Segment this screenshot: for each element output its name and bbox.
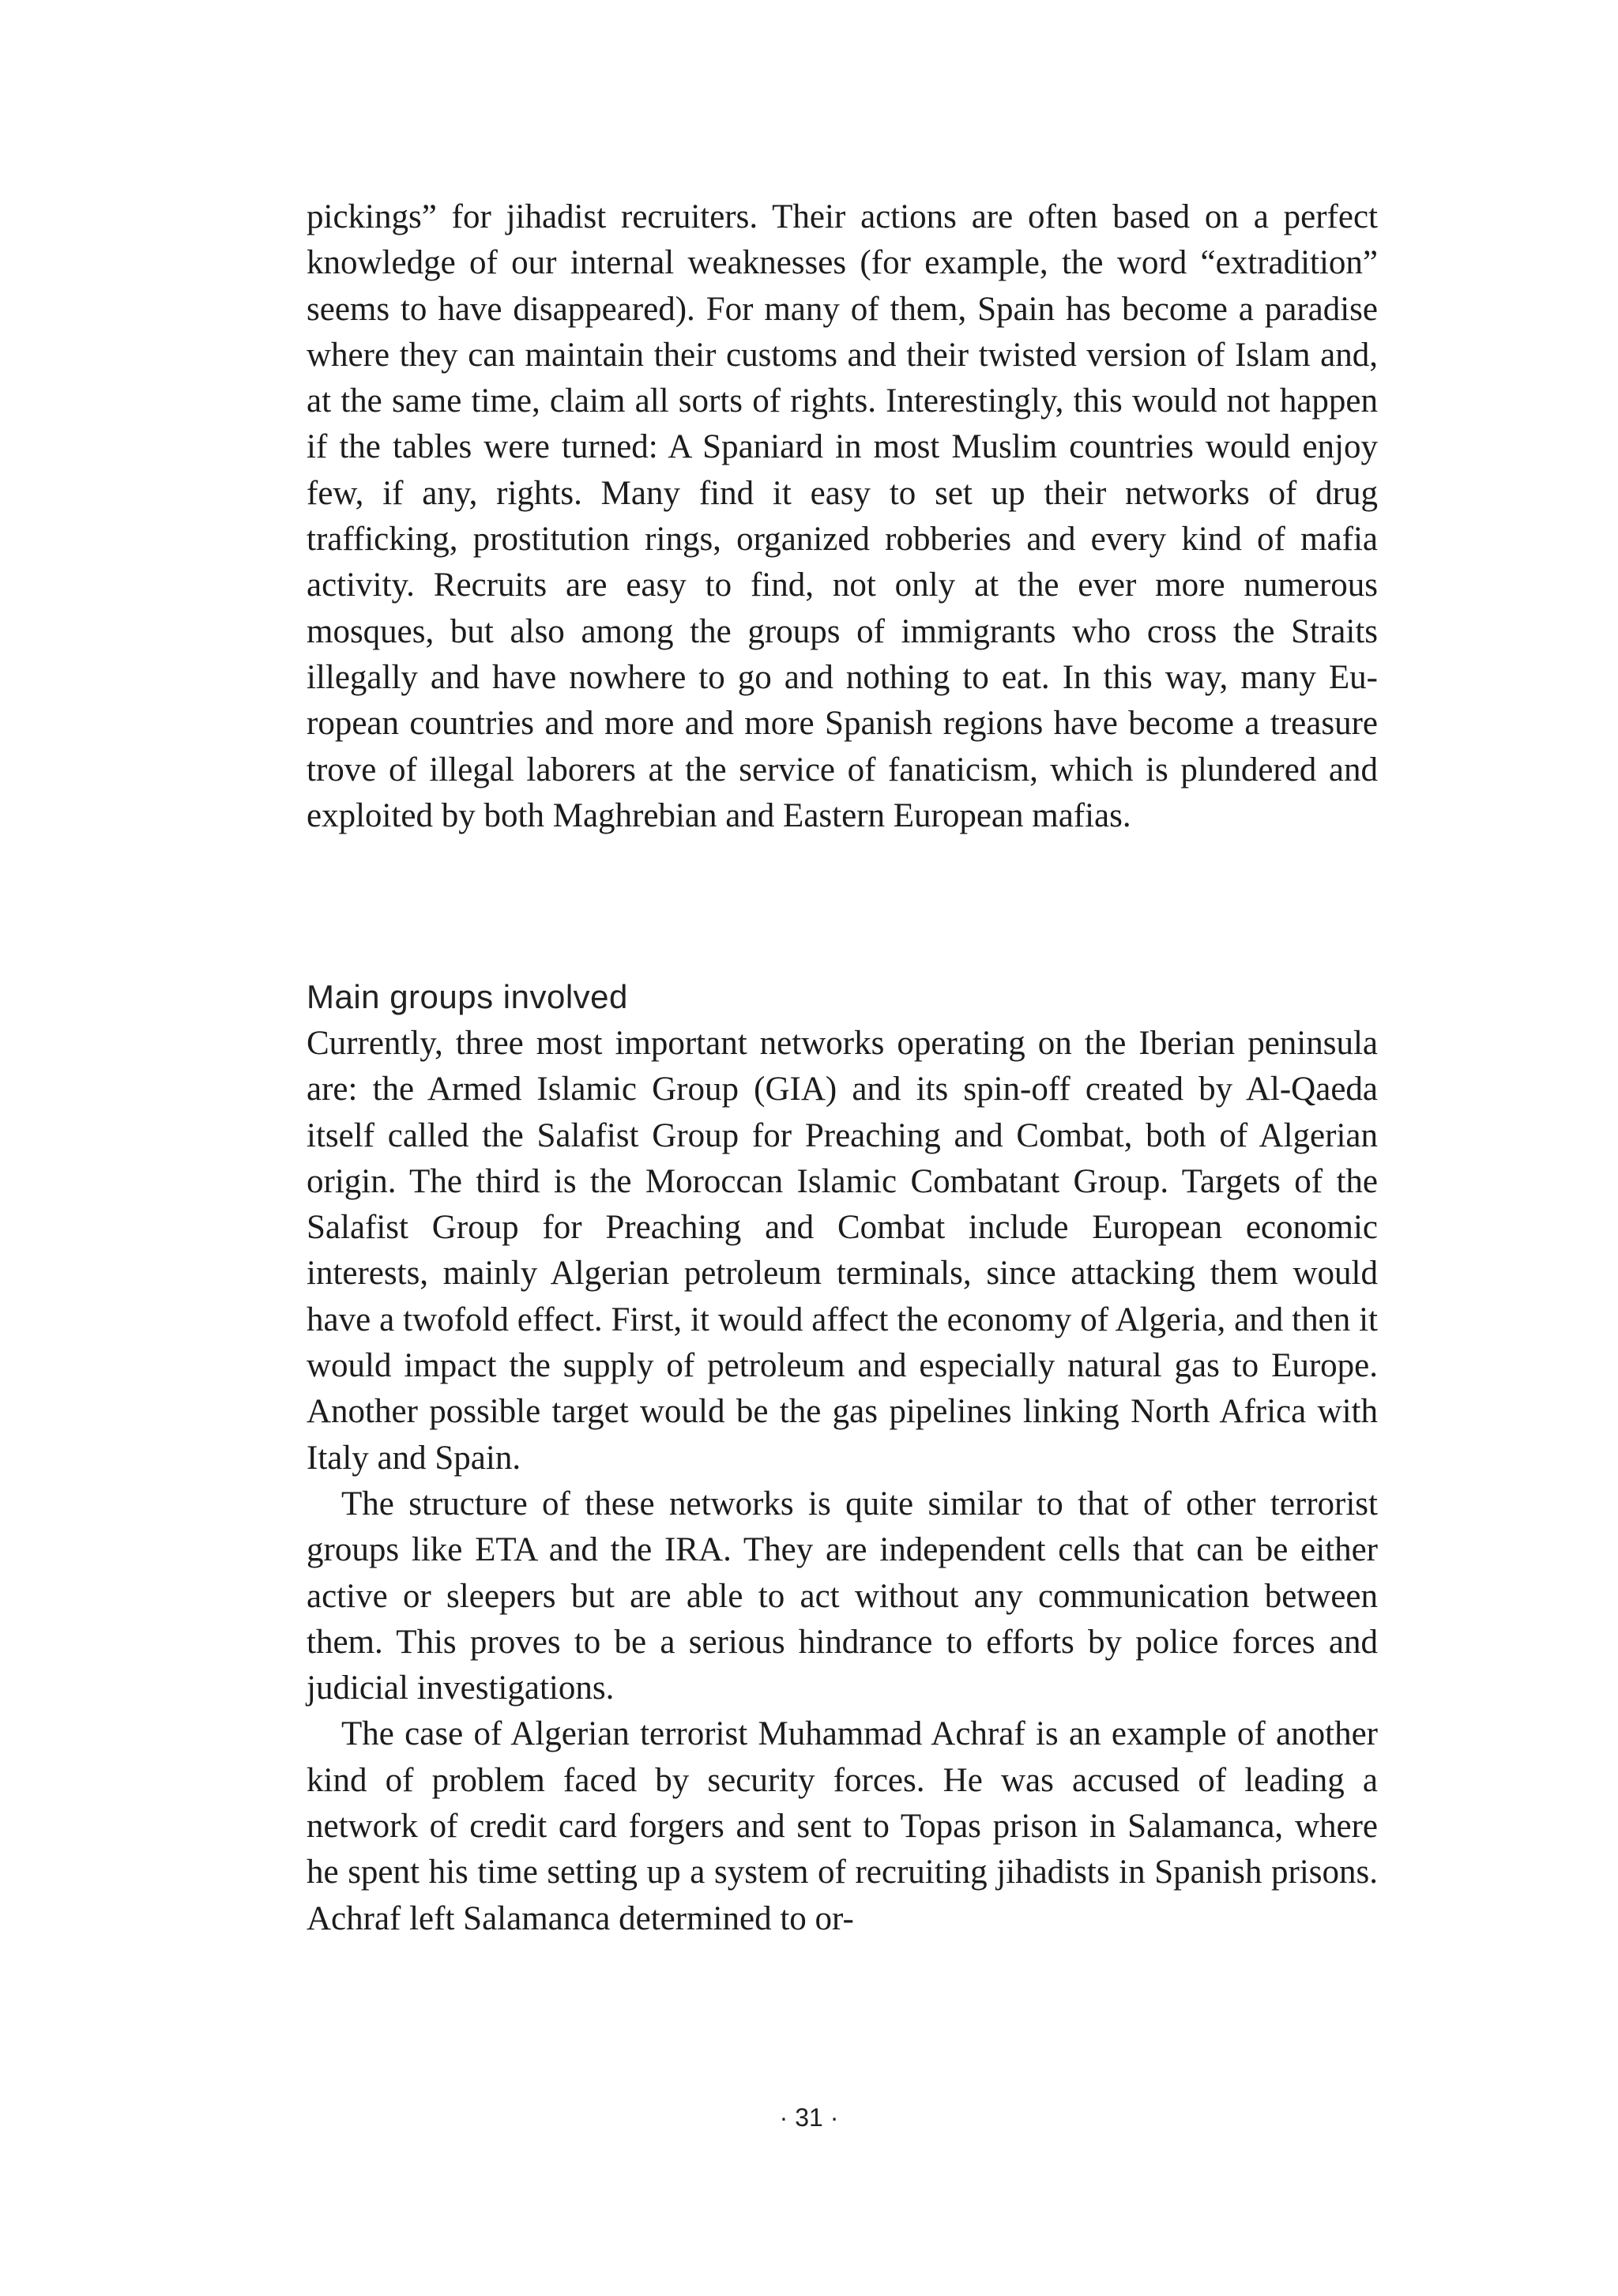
page-number: · 31 · bbox=[779, 2103, 839, 2132]
section-heading: Main groups involved bbox=[307, 978, 628, 1015]
paragraph-continued: pickings” for jihadist recruiters. Their actions are often based on a perfect knowledge of our internal weaknesses (for example, the word “extradition” seems to have disappeared). For many of them, Spain has become a paradise where they can maintain their customs and their twisted version of Islam and, at the same time, claim all sorts of rights. Interestingly, this would not happen if the tables were turned: A Spaniard in most Muslim countries would enjoy few, if any, rights. Many find it easy to set up their networks of drug trafficking, prostitution rings, organized robberies and every kind of mafia activity. Recruits are easy to find, not only at the ever more numerous mosques, but also among the groups of immigrants who cross the Straits illegally and have nowhere to go and nothing to eat. In this way, many European countries and more and more Spanish regions have become a treasure trove of illegal laborers at the service of fanaticism, which is plundered and exploited by both Maghrebian and Eastern European mafias. bbox=[307, 198, 1378, 834]
paragraph-achraf-case: The case of Algerian terrorist Muhammad Achraf is an example of another kind of problem faced by security forces. He was accused of leading a network of credit card forgers and sent to Topas prison in Salamanca, where he spent his time setting up a system of recruiting jihadists in Spanish prisons. Achraf left Salamanca determined to or- bbox=[307, 1715, 1378, 1937]
body-text-top bbox=[307, 194, 1378, 839]
section-main-groups bbox=[307, 973, 1378, 1942]
paragraph-networks: Currently, three most important networks operating on the Iberian peninsula are: the Armed Islamic Group (GIA) and its spin-off created by Al-Qaeda itself called the Salafist Group for Preaching and Combat, both of Algerian origin. The third is the Moroccan Islamic Combatant Group. Targets of the Salafist Group for Preaching and Combat include European economic interests, mainly Algerian petroleum terminals, since attacking them would have a twofold effect. First, it would affect the economy of Algeria, and then it would impact the supply of petroleum and especially natural gas to Europe. Another possible target would be the gas pipelines linking North Africa with Italy and Spain. bbox=[307, 1025, 1378, 1477]
paragraph-structure: The structure of these networks is quite similar to that of other terrorist groups like ETA and the IRA. They are independent cells that can be either active or sleepers but are able to act without any communication between them. This proves to be a serious hindrance to efforts by police forces and judicial investigations. bbox=[307, 1485, 1378, 1707]
